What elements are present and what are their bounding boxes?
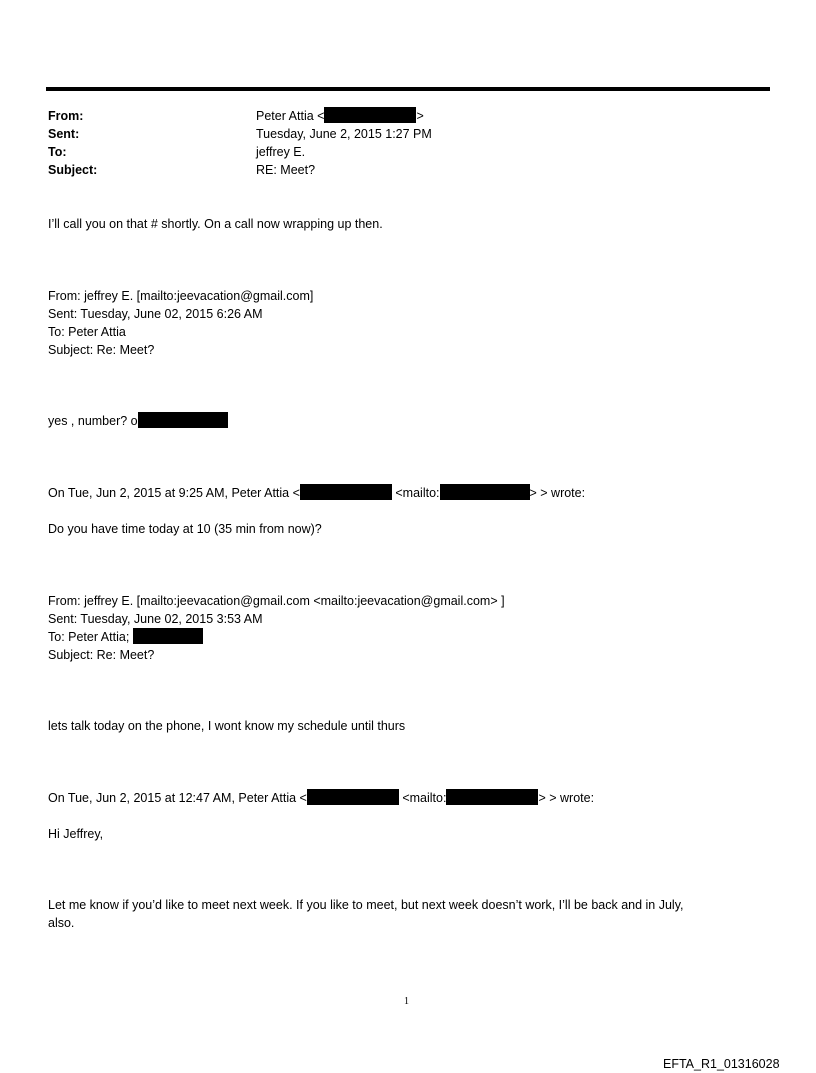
from-value: Peter Attia < >	[256, 109, 424, 123]
redaction-box	[440, 484, 530, 500]
from-label: From:	[48, 109, 84, 123]
quoted1-subject: Subject: Re: Meet?	[48, 343, 155, 357]
to-label: To:	[48, 145, 67, 159]
quoted2-sent: Sent: Tuesday, June 02, 2015 3:53 AM	[48, 612, 263, 626]
sent-label: Sent:	[48, 127, 80, 141]
quoted2-subject: Subject: Re: Meet?	[48, 648, 155, 662]
email-header	[48, 107, 432, 179]
message2: Do you have time today at 10 (35 min from now)?	[48, 522, 322, 536]
redaction-box	[138, 412, 228, 428]
greeting: Hi Jeffrey,	[48, 827, 104, 841]
redaction-box	[446, 789, 538, 805]
redaction-box	[300, 484, 392, 500]
attribution1: On Tue, Jun 2, 2015 at 9:25 AM, Peter Attia < <mailto: > > wrote:	[48, 486, 586, 500]
subject-label: Subject:	[48, 163, 98, 177]
sent-row	[48, 125, 432, 143]
redaction-box	[133, 628, 203, 644]
page-number: 1	[404, 996, 409, 1007]
message4-line2: also.	[48, 916, 75, 930]
message4-line1: Let me know if you’d like to meet next week. If you like to meet, but next week doesn’t work, I’ll be back and in July,	[48, 898, 684, 912]
quoted1-sent: Sent: Tuesday, June 02, 2015 6:26 AM	[48, 307, 263, 321]
redaction-box	[324, 107, 416, 123]
reply-text: I’ll call you on that # shortly. On a call now wrapping up then.	[48, 217, 383, 231]
subject-row	[48, 161, 432, 179]
quoted1-from: From: jeffrey E. [mailto:jeevacation@gmail.com]	[48, 289, 314, 303]
attribution2: On Tue, Jun 2, 2015 at 12:47 AM, Peter Attia < <mailto: > > wrote:	[48, 791, 595, 805]
to-row	[48, 143, 432, 161]
redaction-box	[307, 789, 399, 805]
sent-value: Tuesday, June 2, 2015 1:27 PM	[256, 127, 432, 141]
subject-value: RE: Meet?	[256, 163, 316, 177]
document-id: EFTA_R1_01316028	[663, 1057, 780, 1071]
message1: yes , number? o	[48, 412, 228, 430]
quoted2-to: To: Peter Attia;	[48, 628, 203, 646]
quoted2-from: From: jeffrey E. [mailto:jeevacation@gmail.com <mailto:jeevacation@gmail.com> ]	[48, 594, 505, 608]
header-rule	[46, 87, 770, 91]
to-value: jeffrey E.	[256, 145, 306, 159]
quoted1-to: To: Peter Attia	[48, 325, 126, 339]
message3: lets talk today on the phone, I wont know my schedule until thurs	[48, 719, 406, 733]
from-row	[48, 107, 432, 125]
